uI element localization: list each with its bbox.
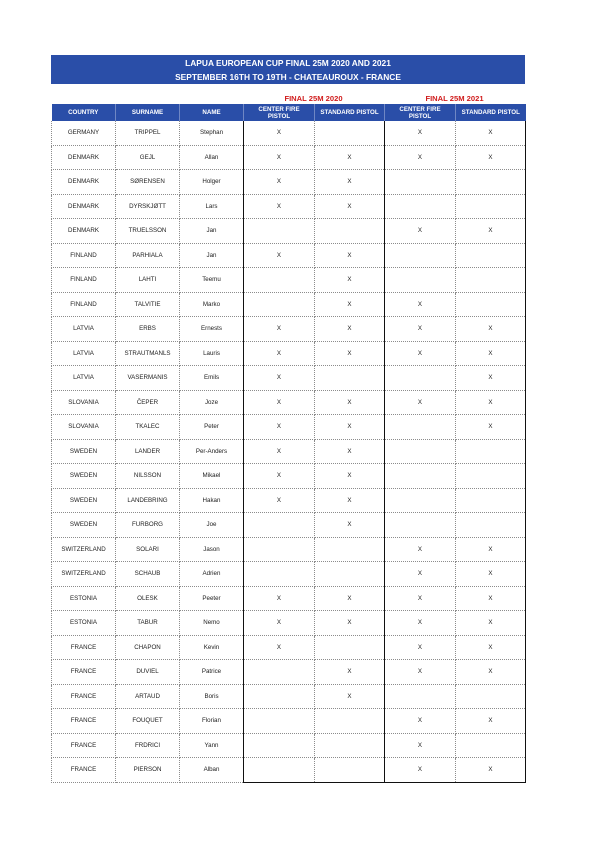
cell-name: Hakan bbox=[180, 488, 244, 513]
col-center-fire-2021 bbox=[385, 104, 456, 121]
cell-standard-pistol-2021: X bbox=[456, 586, 526, 611]
cell-surname: SØRENSEN bbox=[116, 170, 180, 195]
cell-surname: TALVITIE bbox=[116, 292, 180, 317]
cell-name: Yann bbox=[180, 733, 244, 758]
cell-center-fire-2021: X bbox=[385, 611, 456, 636]
cell-standard-pistol-2021: X bbox=[456, 660, 526, 685]
cell-name: Lars bbox=[180, 194, 244, 219]
cell-center-fire-2021: X bbox=[385, 341, 456, 366]
cell-standard-pistol-2021 bbox=[456, 684, 526, 709]
cell-standard-pistol-2021: X bbox=[456, 145, 526, 170]
cell-center-fire-2021 bbox=[385, 415, 456, 440]
cell-standard-pistol-2021 bbox=[456, 513, 526, 538]
cell-standard-pistol-2020: X bbox=[315, 268, 385, 293]
cell-surname: DYRSKJØTT bbox=[116, 194, 180, 219]
cell-country: SWEDEN bbox=[52, 464, 116, 489]
cell-standard-pistol-2020: X bbox=[315, 170, 385, 195]
cell-center-fire-2020 bbox=[244, 268, 315, 293]
cell-standard-pistol-2020 bbox=[315, 537, 385, 562]
cell-name: Stephan bbox=[180, 121, 244, 145]
col-center-fire-2020 bbox=[244, 104, 315, 121]
cell-country: SWEDEN bbox=[52, 488, 116, 513]
cell-name: Adrien bbox=[180, 562, 244, 587]
cell-standard-pistol-2021: X bbox=[456, 219, 526, 244]
col-center-fire-2021-label: CENTER FIRE PISTOL bbox=[399, 105, 441, 120]
title-banner bbox=[51, 55, 525, 84]
col-center-fire-2020-label: CENTER FIRE PISTOL bbox=[258, 105, 300, 120]
cell-surname: SOLARI bbox=[116, 537, 180, 562]
cell-country: FRANCE bbox=[52, 758, 116, 783]
cell-name: Peter bbox=[180, 415, 244, 440]
cell-standard-pistol-2021: X bbox=[456, 390, 526, 415]
cell-center-fire-2020: X bbox=[244, 170, 315, 195]
cell-standard-pistol-2020: X bbox=[315, 243, 385, 268]
cell-country: SWEDEN bbox=[52, 513, 116, 538]
participants-table bbox=[51, 104, 526, 783]
cell-country: GERMANY bbox=[52, 121, 116, 145]
cell-name: Jan bbox=[180, 219, 244, 244]
cell-center-fire-2020 bbox=[244, 537, 315, 562]
table-row bbox=[52, 317, 526, 342]
cell-standard-pistol-2020 bbox=[315, 366, 385, 391]
table-row bbox=[52, 488, 526, 513]
cell-center-fire-2021: X bbox=[385, 317, 456, 342]
cell-surname: CHAPON bbox=[116, 635, 180, 660]
cell-country: DENMARK bbox=[52, 170, 116, 195]
cell-country: DENMARK bbox=[52, 219, 116, 244]
cell-center-fire-2020: X bbox=[244, 366, 315, 391]
cell-name: Jan bbox=[180, 243, 244, 268]
cell-country: SWITZERLAND bbox=[52, 562, 116, 587]
cell-name: Allan bbox=[180, 145, 244, 170]
cell-center-fire-2021 bbox=[385, 513, 456, 538]
cell-standard-pistol-2020: X bbox=[315, 513, 385, 538]
cell-standard-pistol-2020 bbox=[315, 709, 385, 734]
table-row bbox=[52, 733, 526, 758]
table-row bbox=[52, 758, 526, 783]
cell-standard-pistol-2020: X bbox=[315, 341, 385, 366]
cell-center-fire-2020: X bbox=[244, 415, 315, 440]
table-row bbox=[52, 121, 526, 145]
table-row bbox=[52, 243, 526, 268]
cell-standard-pistol-2021 bbox=[456, 268, 526, 293]
title-line-2: SEPTEMBER 16TH TO 19TH - CHATEAUROUX - FRANCE bbox=[175, 71, 401, 82]
cell-country: FRANCE bbox=[52, 733, 116, 758]
table-row bbox=[52, 709, 526, 734]
cell-standard-pistol-2020: X bbox=[315, 611, 385, 636]
col-surname: SURNAME bbox=[116, 104, 180, 121]
table-body bbox=[52, 121, 526, 782]
cell-surname: TRUELSSON bbox=[116, 219, 180, 244]
cell-center-fire-2021 bbox=[385, 464, 456, 489]
cell-center-fire-2020: X bbox=[244, 488, 315, 513]
cell-standard-pistol-2021: X bbox=[456, 415, 526, 440]
final-2021-label: FINAL 25M 2021 bbox=[425, 94, 484, 103]
cell-standard-pistol-2020: X bbox=[315, 292, 385, 317]
table-row bbox=[52, 513, 526, 538]
cell-center-fire-2020: X bbox=[244, 439, 315, 464]
cell-center-fire-2021 bbox=[385, 439, 456, 464]
cell-country: LATVIA bbox=[52, 341, 116, 366]
cell-standard-pistol-2020 bbox=[315, 219, 385, 244]
cell-standard-pistol-2021: X bbox=[456, 341, 526, 366]
cell-center-fire-2020 bbox=[244, 709, 315, 734]
cell-center-fire-2020: X bbox=[244, 635, 315, 660]
cell-surname: PIERSON bbox=[116, 758, 180, 783]
cell-standard-pistol-2020: X bbox=[315, 145, 385, 170]
table-row bbox=[52, 390, 526, 415]
cell-center-fire-2020 bbox=[244, 513, 315, 538]
table-row bbox=[52, 660, 526, 685]
cell-country: ESTONIA bbox=[52, 611, 116, 636]
table-row bbox=[52, 439, 526, 464]
cell-name: Lauris bbox=[180, 341, 244, 366]
cell-standard-pistol-2021 bbox=[456, 170, 526, 195]
document bbox=[51, 55, 525, 783]
cell-center-fire-2020 bbox=[244, 733, 315, 758]
table-row bbox=[52, 684, 526, 709]
cell-center-fire-2021: X bbox=[385, 660, 456, 685]
col-standard-pistol-2021: STANDARD PISTOL bbox=[456, 104, 526, 121]
cell-surname: VASERMANIS bbox=[116, 366, 180, 391]
col-name: NAME bbox=[180, 104, 244, 121]
cell-standard-pistol-2020 bbox=[315, 562, 385, 587]
cell-standard-pistol-2021: X bbox=[456, 121, 526, 145]
cell-center-fire-2021: X bbox=[385, 562, 456, 587]
cell-country: LATVIA bbox=[52, 366, 116, 391]
cell-name: Emils bbox=[180, 366, 244, 391]
cell-center-fire-2021: X bbox=[385, 145, 456, 170]
table-row bbox=[52, 145, 526, 170]
cell-standard-pistol-2021 bbox=[456, 243, 526, 268]
cell-surname: TRIPPEL bbox=[116, 121, 180, 145]
cell-country: DENMARK bbox=[52, 145, 116, 170]
table-row bbox=[52, 415, 526, 440]
cell-country: SLOVANIA bbox=[52, 390, 116, 415]
cell-name: Boris bbox=[180, 684, 244, 709]
cell-standard-pistol-2020: X bbox=[315, 586, 385, 611]
table-row bbox=[52, 292, 526, 317]
cell-surname: ČEPER bbox=[116, 390, 180, 415]
cell-country: LATVIA bbox=[52, 317, 116, 342]
cell-name: Kevin bbox=[180, 635, 244, 660]
cell-standard-pistol-2021 bbox=[456, 292, 526, 317]
table-row bbox=[52, 219, 526, 244]
cell-name: Per-Anders bbox=[180, 439, 244, 464]
cell-standard-pistol-2021 bbox=[456, 464, 526, 489]
cell-center-fire-2020 bbox=[244, 219, 315, 244]
cell-center-fire-2021: X bbox=[385, 292, 456, 317]
cell-center-fire-2020: X bbox=[244, 586, 315, 611]
cell-center-fire-2021 bbox=[385, 268, 456, 293]
cell-standard-pistol-2021: X bbox=[456, 709, 526, 734]
cell-country: SWITZERLAND bbox=[52, 537, 116, 562]
cell-standard-pistol-2020: X bbox=[315, 390, 385, 415]
cell-name: Nemo bbox=[180, 611, 244, 636]
cell-center-fire-2020: X bbox=[244, 464, 315, 489]
cell-center-fire-2021 bbox=[385, 194, 456, 219]
cell-standard-pistol-2021: X bbox=[456, 635, 526, 660]
cell-center-fire-2020 bbox=[244, 660, 315, 685]
cell-surname: LANDEBRING bbox=[116, 488, 180, 513]
table-row bbox=[52, 537, 526, 562]
table-row bbox=[52, 268, 526, 293]
cell-surname: PARHIALA bbox=[116, 243, 180, 268]
cell-center-fire-2020: X bbox=[244, 243, 315, 268]
cell-name: Mikael bbox=[180, 464, 244, 489]
cell-standard-pistol-2020 bbox=[315, 733, 385, 758]
cell-center-fire-2020: X bbox=[244, 121, 315, 145]
cell-center-fire-2020 bbox=[244, 562, 315, 587]
table-row bbox=[52, 366, 526, 391]
cell-standard-pistol-2020: X bbox=[315, 415, 385, 440]
cell-surname: NILSSON bbox=[116, 464, 180, 489]
final-labels bbox=[51, 84, 525, 104]
cell-name: Marko bbox=[180, 292, 244, 317]
cell-center-fire-2020: X bbox=[244, 341, 315, 366]
table-row bbox=[52, 635, 526, 660]
cell-center-fire-2020 bbox=[244, 684, 315, 709]
cell-standard-pistol-2020: X bbox=[315, 317, 385, 342]
cell-surname: DUVIEL bbox=[116, 660, 180, 685]
table-row bbox=[52, 611, 526, 636]
cell-center-fire-2021: X bbox=[385, 709, 456, 734]
cell-name: Florian bbox=[180, 709, 244, 734]
cell-surname: ERBS bbox=[116, 317, 180, 342]
cell-country: ESTONIA bbox=[52, 586, 116, 611]
cell-center-fire-2021: X bbox=[385, 390, 456, 415]
cell-surname: FOUQUET bbox=[116, 709, 180, 734]
title-line-1: LAPUA EUROPEAN CUP FINAL 25M 2020 AND 2021 bbox=[185, 57, 391, 68]
cell-center-fire-2020 bbox=[244, 758, 315, 783]
cell-standard-pistol-2020: X bbox=[315, 194, 385, 219]
cell-center-fire-2020 bbox=[244, 292, 315, 317]
cell-center-fire-2021 bbox=[385, 170, 456, 195]
cell-standard-pistol-2021: X bbox=[456, 758, 526, 783]
cell-name: Holger bbox=[180, 170, 244, 195]
cell-surname: SCHAUB bbox=[116, 562, 180, 587]
cell-surname: ARTAUD bbox=[116, 684, 180, 709]
cell-name: Joze bbox=[180, 390, 244, 415]
cell-country: FINLAND bbox=[52, 292, 116, 317]
table-row bbox=[52, 562, 526, 587]
cell-center-fire-2021 bbox=[385, 366, 456, 391]
cell-surname: TABUR bbox=[116, 611, 180, 636]
cell-country: FRANCE bbox=[52, 684, 116, 709]
cell-surname: LAHTI bbox=[116, 268, 180, 293]
cell-center-fire-2021: X bbox=[385, 121, 456, 145]
table-row bbox=[52, 586, 526, 611]
cell-standard-pistol-2020: X bbox=[315, 439, 385, 464]
cell-standard-pistol-2020 bbox=[315, 758, 385, 783]
cell-surname: TKALEC bbox=[116, 415, 180, 440]
table-row bbox=[52, 341, 526, 366]
cell-center-fire-2021: X bbox=[385, 635, 456, 660]
cell-country: FINLAND bbox=[52, 268, 116, 293]
cell-standard-pistol-2020: X bbox=[315, 464, 385, 489]
cell-name: Jason bbox=[180, 537, 244, 562]
cell-center-fire-2020: X bbox=[244, 194, 315, 219]
cell-center-fire-2020: X bbox=[244, 390, 315, 415]
cell-standard-pistol-2020 bbox=[315, 635, 385, 660]
cell-name: Alban bbox=[180, 758, 244, 783]
final-2020-label: FINAL 25M 2020 bbox=[284, 94, 343, 103]
table-row bbox=[52, 170, 526, 195]
cell-country: DENMARK bbox=[52, 194, 116, 219]
cell-name: Patrice bbox=[180, 660, 244, 685]
cell-standard-pistol-2020 bbox=[315, 121, 385, 145]
cell-standard-pistol-2020: X bbox=[315, 684, 385, 709]
cell-standard-pistol-2021 bbox=[456, 439, 526, 464]
cell-country: FINLAND bbox=[52, 243, 116, 268]
cell-center-fire-2021 bbox=[385, 243, 456, 268]
cell-center-fire-2020: X bbox=[244, 611, 315, 636]
col-country: COUNTRY bbox=[52, 104, 116, 121]
cell-center-fire-2020: X bbox=[244, 317, 315, 342]
cell-center-fire-2021: X bbox=[385, 758, 456, 783]
cell-name: Joe bbox=[180, 513, 244, 538]
table-row bbox=[52, 464, 526, 489]
cell-center-fire-2021 bbox=[385, 684, 456, 709]
cell-center-fire-2021: X bbox=[385, 219, 456, 244]
cell-center-fire-2020: X bbox=[244, 145, 315, 170]
cell-surname: LANDER bbox=[116, 439, 180, 464]
cell-name: Peeter bbox=[180, 586, 244, 611]
cell-standard-pistol-2021: X bbox=[456, 366, 526, 391]
cell-standard-pistol-2021: X bbox=[456, 537, 526, 562]
cell-center-fire-2021: X bbox=[385, 733, 456, 758]
cell-standard-pistol-2021 bbox=[456, 488, 526, 513]
cell-standard-pistol-2021 bbox=[456, 733, 526, 758]
col-standard-pistol-2020: STANDARD PISTOL bbox=[315, 104, 385, 121]
cell-standard-pistol-2021: X bbox=[456, 562, 526, 587]
cell-country: FRANCE bbox=[52, 660, 116, 685]
cell-center-fire-2021 bbox=[385, 488, 456, 513]
cell-standard-pistol-2021 bbox=[456, 194, 526, 219]
cell-surname: FURBORG bbox=[116, 513, 180, 538]
cell-standard-pistol-2021: X bbox=[456, 611, 526, 636]
cell-surname: OLESK bbox=[116, 586, 180, 611]
table-header-row bbox=[52, 104, 526, 121]
table-row bbox=[52, 194, 526, 219]
cell-country: FRANCE bbox=[52, 709, 116, 734]
cell-center-fire-2021: X bbox=[385, 537, 456, 562]
cell-country: SWEDEN bbox=[52, 439, 116, 464]
cell-surname: STRAUTMANLS bbox=[116, 341, 180, 366]
cell-name: Ernests bbox=[180, 317, 244, 342]
cell-country: FRANCE bbox=[52, 635, 116, 660]
cell-standard-pistol-2020: X bbox=[315, 660, 385, 685]
cell-country: SLOVANIA bbox=[52, 415, 116, 440]
cell-surname: FRDRICI bbox=[116, 733, 180, 758]
cell-center-fire-2021: X bbox=[385, 586, 456, 611]
cell-name: Teemu bbox=[180, 268, 244, 293]
cell-standard-pistol-2020: X bbox=[315, 488, 385, 513]
cell-surname: GEJL bbox=[116, 145, 180, 170]
cell-standard-pistol-2021: X bbox=[456, 317, 526, 342]
